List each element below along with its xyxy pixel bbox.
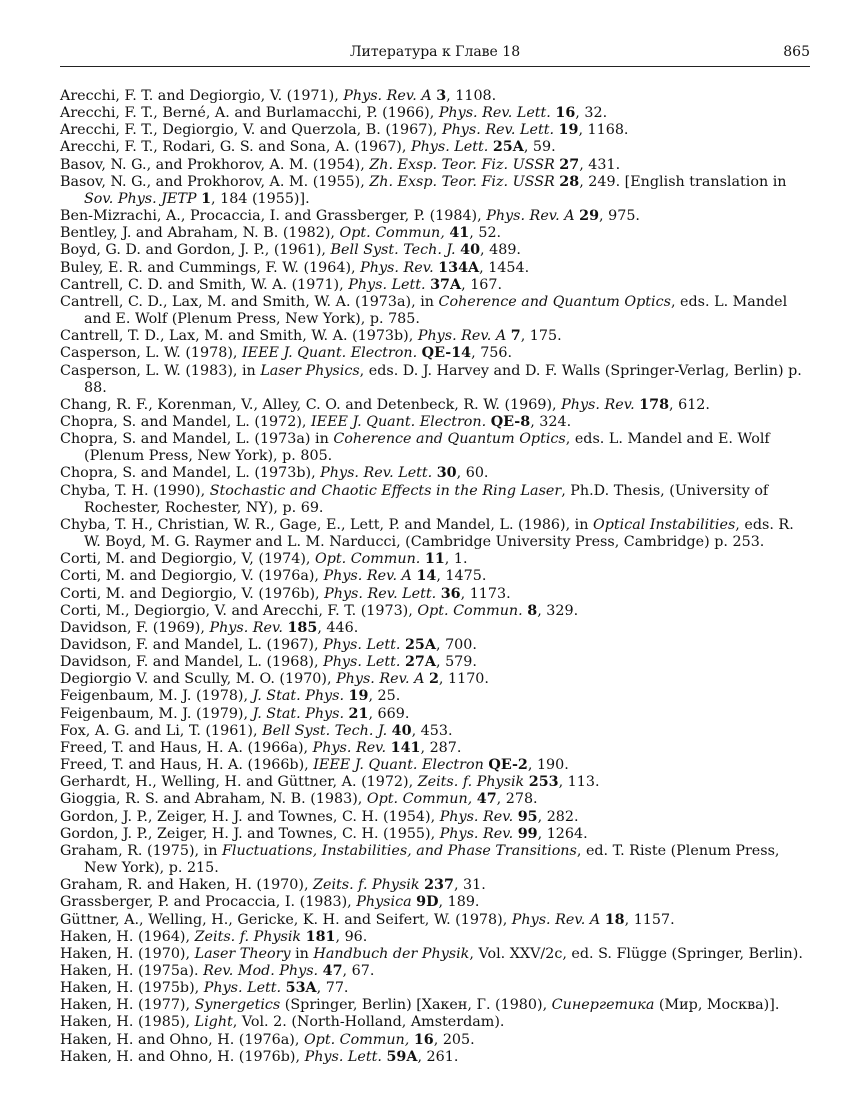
reference-text: Chang, R. F., Korenman, V., Alley, C. O. and Detenbeck, R. W. (1969), <box>60 396 562 413</box>
reference-title: Synergetics <box>194 997 281 1014</box>
reference-volume: 9D <box>416 894 439 911</box>
reference-entry <box>60 242 810 259</box>
reference-text: Casperson, L. W. (1983), in <box>60 362 261 379</box>
reference-volume: 19 <box>348 688 369 705</box>
reference-entry <box>60 603 810 620</box>
reference-entry <box>60 740 810 757</box>
reference-entry <box>60 397 810 414</box>
reference-text: Arecchi, F. T., Rodari, G. S. and Sona, A. (1967), <box>60 139 411 156</box>
reference-text: , 96. <box>335 928 368 945</box>
reference-text: , 1157. <box>624 911 675 928</box>
reference-text: Cantrell, T. D., Lax, M. and Smith, W. A. (1973b), <box>60 328 418 345</box>
reference-text: Arecchi, F. T., Berné, A. and Burlamacchi, P. (1966), <box>60 105 439 122</box>
reference-title: Phys. Rev. A <box>323 568 412 585</box>
reference-title: Stochastic and Chaotic Effects in the Ring Laser <box>209 482 562 499</box>
reference-entry <box>60 929 810 946</box>
reference-title: Phys. Lett. <box>323 654 401 671</box>
reference-text: , 1173. <box>460 585 511 602</box>
reference-text: , eds. R. W. Boyd, M. G. Raymer and L. M. Narducci, (Cambridge University Press, Cambridge) p. 253. <box>84 516 794 551</box>
reference-volume: QE-14 <box>421 345 472 362</box>
reference-title: Coherence and Quantum Optics <box>333 431 566 448</box>
reference-title: Phys. Rev. <box>209 619 283 636</box>
reference-text: Cantrell, C. D., Lax, M. and Smith, W. A. (1973a), in <box>60 293 439 310</box>
reference-title: Phys. Lett. <box>410 139 489 156</box>
reference-title: Phys. Rev. A <box>417 328 507 345</box>
reference-title: Phys. Rev. Lett. <box>441 122 554 139</box>
reference-text: (Мир, Москва)]. <box>654 997 780 1014</box>
reference-text: Arecchi, F. T., Degiorgio, V. and Querzola, B. (1967), <box>60 122 442 139</box>
reference-entry <box>60 157 810 174</box>
reference-entry <box>60 1049 810 1066</box>
reference-text: Chyba, T. H. (1990), <box>60 482 210 499</box>
reference-text: , 59. <box>523 139 556 156</box>
reference-text: Chopra, S. and Mandel, L. (1972), <box>60 413 312 430</box>
reference-entry <box>60 671 810 688</box>
reference-volume: 16 <box>555 105 576 122</box>
reference-title: Optical Instabilities <box>593 516 736 533</box>
reference-text: , 700. <box>435 637 477 653</box>
reference-title: IEEE J. Quant. Electron <box>313 757 484 774</box>
reference-text: Boyd, G. D. and Gordon, J. P., (1961), <box>60 242 331 259</box>
reference-text: , 431. <box>579 156 621 173</box>
reference-title: Opt. Commun, <box>303 1031 410 1048</box>
reference-text: , 60. <box>456 465 489 482</box>
reference-text: , 113. <box>558 774 600 791</box>
reference-volume: 27 <box>559 156 580 173</box>
reference-title: Zh. Exsp. Teor. Fiz. USSR <box>369 156 555 173</box>
reference-title: Laser Physics <box>260 362 360 379</box>
reference-title: Phys. Rev. A <box>486 208 575 225</box>
reference-text: Buley, E. R. and Cummings, F. W. (1964), <box>60 259 361 276</box>
reference-entry <box>60 946 810 963</box>
reference-text: , 189. <box>438 894 480 911</box>
reference-volume: 53A <box>285 980 317 997</box>
reference-entry <box>60 997 810 1014</box>
reference-volume: 29 <box>579 208 600 225</box>
reference-title: Opt. Commun. <box>417 602 523 619</box>
reference-volume: 59A <box>386 1048 418 1065</box>
reference-text: Haken, H. (1975b), <box>60 980 204 997</box>
reference-entry <box>60 174 810 208</box>
reference-volume: 25A <box>404 637 436 653</box>
reference-text: , 1454. <box>479 259 530 276</box>
reference-entry <box>60 483 810 517</box>
reference-volume: 30 <box>436 465 457 482</box>
reference-text: , 205. <box>433 1031 475 1048</box>
reference-text: , 278. <box>496 791 538 808</box>
header-rule <box>60 66 810 67</box>
reference-entry <box>60 791 810 808</box>
running-title: Литература к Главе 18 <box>349 44 521 60</box>
reference-entry <box>60 122 810 139</box>
reference-volume: 178 <box>639 396 670 413</box>
reference-text: Haken, H. (1964), <box>60 928 195 945</box>
reference-text: , ed. T. Riste (Plenum Press, New York), p. 215. <box>84 842 780 877</box>
reference-text: , 453. <box>411 722 453 739</box>
reference-text: , 32. <box>575 105 608 122</box>
reference-text: Davidson, F. and Mandel, L. (1968), <box>60 654 324 671</box>
reference-volume: QE-2 <box>488 757 528 774</box>
reference-text: Gordon, J. P., Zeiger, H. J. and Townes, C. H. (1955), <box>60 825 440 842</box>
reference-entry <box>60 980 810 997</box>
reference-entry <box>60 568 810 585</box>
reference-text: , 184 (1955)]. <box>211 190 310 207</box>
reference-entry <box>60 706 810 723</box>
reference-volume: 141 <box>390 739 421 756</box>
reference-text: Davidson, F. (1969), <box>60 619 210 636</box>
reference-text: , 52. <box>469 225 502 242</box>
reference-title: Синергетика <box>551 997 655 1014</box>
reference-text: , 77. <box>316 980 349 997</box>
reference-volume: 253 <box>528 774 559 791</box>
reference-text: Gerhardt, H., Welling, H. and Güttner, A. (1972), <box>60 774 418 791</box>
reference-text: Freed, T. and Haus, H. A. (1966a), <box>60 739 313 756</box>
reference-text: Basov, N. G., and Prokhorov, A. M. (1955), <box>60 173 370 190</box>
reference-volume: 3 <box>436 88 447 104</box>
reference-text: , 167. <box>461 276 503 293</box>
reference-title: Zeits. f. Physik <box>313 877 420 894</box>
reference-entry <box>60 105 810 122</box>
reference-text: Chopra, S. and Mandel, L. (1973b), <box>60 465 321 482</box>
reference-text: Fox, A. G. and Li, T. (1961), <box>60 722 263 739</box>
reference-text: Grassberger, P. and Procaccia, I. (1983), <box>60 894 357 911</box>
reference-title: Zh. Exsp. Teor. Fiz. USSR <box>369 173 555 190</box>
reference-title: Phys. Rev. A <box>511 911 601 928</box>
reference-title: Coherence and Quantum Optics <box>438 293 671 310</box>
reference-entry <box>60 551 810 568</box>
reference-text: , 1168. <box>578 122 629 139</box>
reference-text: Basov, N. G., and Prokhorov, A. M. (1954), <box>60 156 370 173</box>
reference-text: Haken, H. (1985), <box>60 1014 195 1031</box>
reference-text: , 612. <box>669 396 710 413</box>
reference-entry <box>60 654 810 671</box>
reference-volume: 181 <box>305 928 336 945</box>
reference-text: , 190. <box>527 757 569 774</box>
reference-text: Corti, M. and Degiorgio, V. (1976b), <box>60 585 325 602</box>
reference-text: Haken, H. and Ohno, H. (1976b), <box>60 1048 305 1065</box>
reference-entry <box>60 328 810 345</box>
reference-text: , 25. <box>368 688 401 705</box>
reference-entry <box>60 294 810 328</box>
reference-text: Ben-Mizrachi, A., Procaccia, I. and Grassberger, P. (1984), <box>60 208 487 225</box>
reference-title: Phys. Lett. <box>203 980 282 997</box>
reference-entry <box>60 723 810 740</box>
reference-title: Physica <box>356 894 412 911</box>
reference-text: , 446. <box>317 619 359 636</box>
reference-text: Güttner, A., Welling, H., Gericke, K. H. and Seifert, W. (1978), <box>60 911 512 928</box>
reference-volume: 11 <box>424 551 445 568</box>
reference-text: , 1475. <box>436 568 487 585</box>
reference-entry <box>60 260 810 277</box>
reference-title: Opt. Commun. <box>315 551 421 568</box>
page-number: 865 <box>783 44 810 60</box>
reference-entry <box>60 465 810 482</box>
reference-entry <box>60 208 810 225</box>
reference-title: Phys. Rev. A <box>343 88 432 104</box>
reference-volume: 8 <box>527 602 538 619</box>
reference-volume: 14 <box>416 568 437 585</box>
reference-entry <box>60 620 810 637</box>
reference-entry <box>60 843 810 877</box>
reference-title: Phys. Rev. <box>561 396 635 413</box>
reference-volume: QE-8 <box>490 413 531 430</box>
reference-text: , 287. <box>420 739 462 756</box>
page-header <box>60 42 810 64</box>
reference-title: IEEE J. Quant. Electron. <box>242 345 418 362</box>
reference-text: Feigenbaum, M. J. (1979), <box>60 705 253 722</box>
reference-entry <box>60 877 810 894</box>
reference-volume: 18 <box>604 911 625 928</box>
reference-text: (Springer, Berlin) [Хакен, Г. (1980), <box>280 997 552 1014</box>
reference-volume: 99 <box>517 825 538 842</box>
reference-text: , 261. <box>417 1048 459 1065</box>
reference-text: , 324. <box>530 413 572 430</box>
reference-entry <box>60 912 810 929</box>
reference-text: , 489. <box>480 242 521 259</box>
reference-text: Chyba, T. H., Christian, W. R., Gage, E., Lett, P. and Mandel, L. (1986), in <box>60 516 593 533</box>
reference-title: Phys. Rev. Lett. <box>320 465 433 482</box>
reference-text: Graham, R. (1975), in <box>60 842 222 859</box>
reference-entry <box>60 1032 810 1049</box>
reference-volume: 40 <box>391 722 412 739</box>
reference-text: Freed, T. and Haus, H. A. (1966b), <box>60 757 314 774</box>
reference-volume: 28 <box>559 173 580 190</box>
reference-text: Cantrell, C. D. and Smith, W. A. (1971), <box>60 276 349 293</box>
reference-text: Gioggia, R. S. and Abraham, N. B. (1983), <box>60 791 367 808</box>
reference-text: , 579. <box>435 654 477 671</box>
reference-text: Gordon, J. P., Zeiger, H. J. and Townes, C. H. (1954), <box>60 808 440 825</box>
reference-volume: 37A <box>430 276 462 293</box>
reference-volume: 237 <box>424 877 454 894</box>
reference-volume: 16 <box>413 1031 434 1048</box>
reference-title: Rev. Mod. Phys. <box>203 962 319 979</box>
reference-entry <box>60 586 810 603</box>
reference-title: Phys. Rev. Lett. <box>438 105 551 122</box>
reference-text: , 282. <box>537 808 579 825</box>
reference-text: Feigenbaum, M. J. (1978), <box>60 688 253 705</box>
reference-title: Phys. Rev. <box>439 825 514 842</box>
reference-text: in <box>290 945 314 962</box>
reference-text: Chopra, S. and Mandel, L. (1973a) in <box>60 431 334 448</box>
reference-volume: 36 <box>440 585 461 602</box>
reference-title: IEEE J. Quant. Electron. <box>311 413 487 430</box>
reference-title: Phys. Rev. <box>312 739 387 756</box>
reference-entry <box>60 431 810 465</box>
reference-entry <box>60 225 810 242</box>
reference-entry <box>60 774 810 791</box>
reference-title: Phys. Lett. <box>348 276 426 293</box>
reference-entry <box>60 894 810 911</box>
reference-text: Haken, H. (1970), <box>60 945 195 962</box>
reference-text: , 1264. <box>537 825 588 842</box>
reference-text: , 31. <box>453 877 486 894</box>
reference-text: , 1170. <box>438 671 489 688</box>
reference-entry <box>60 345 810 362</box>
reference-entry <box>60 414 810 431</box>
reference-text: Casperson, L. W. (1978), <box>60 345 242 362</box>
reference-text: , eds. D. J. Harvey and D. F. Walls (Springer-Verlag, Berlin) p. 88. <box>84 362 802 396</box>
reference-text: , 1. <box>444 551 468 568</box>
reference-volume: 2 <box>428 671 439 688</box>
reference-title: Bell Syst. Tech. J. <box>330 242 456 259</box>
reference-entry <box>60 363 810 397</box>
reference-title: Opt. Commun, <box>339 225 445 242</box>
reference-text: , Vol. 2. (North-Holland, Amsterdam). <box>232 1014 505 1031</box>
reference-volume: 95 <box>517 808 538 825</box>
reference-volume: 25A <box>492 139 524 156</box>
reference-entry <box>60 1014 810 1031</box>
reference-list <box>60 88 810 1066</box>
reference-title: Phys. Rev. <box>360 259 434 276</box>
reference-text: , 975. <box>599 208 640 225</box>
reference-title: Phys. Lett. <box>304 1048 382 1065</box>
reference-title: Phys. Rev. A <box>336 671 425 688</box>
reference-title: Phys. Rev. <box>439 808 514 825</box>
reference-entry <box>60 517 810 551</box>
reference-text: Degiorgio V. and Scully, M. O. (1970), <box>60 671 337 688</box>
reference-volume: 1 <box>201 190 212 207</box>
reference-volume: 19 <box>558 122 579 139</box>
reference-text: , 1108. <box>446 88 497 104</box>
reference-text: , eds. L. Mandel and E. Wolf (Plenum Press, New York), p. 785. <box>84 293 788 328</box>
reference-entry <box>60 757 810 774</box>
reference-text: Haken, H. (1975a). <box>60 962 204 979</box>
reference-volume: 7 <box>510 328 521 345</box>
reference-text: , eds. L. Mandel and E. Wolf (Plenum Press, New York), p. 805. <box>84 431 770 465</box>
reference-title: Zeits. f. Physik <box>194 928 302 945</box>
reference-text: Arecchi, F. T. and Degiorgio, V. (1971), <box>60 88 344 104</box>
reference-title: Zeits. f. Physik <box>417 774 525 791</box>
reference-volume: 40 <box>460 242 481 259</box>
reference-entry <box>60 88 810 105</box>
reference-text: , 67. <box>342 962 375 979</box>
reference-entry <box>60 277 810 294</box>
reference-entry <box>60 637 810 654</box>
reference-text: , 669. <box>368 705 410 722</box>
reference-volume: 134A <box>438 259 480 276</box>
reference-title: Opt. Commun, <box>366 791 473 808</box>
reference-title: Fluctuations, Instabilities, and Phase Transitions <box>221 842 577 859</box>
reference-title: Laser Theory <box>194 945 291 962</box>
reference-text: , 249. [English translation in <box>579 173 787 190</box>
reference-title: Handbuch der Physik <box>313 945 470 962</box>
reference-text: Graham, R. and Haken, H. (1970), <box>60 877 314 894</box>
reference-entry <box>60 826 810 843</box>
reference-volume: 27A <box>404 654 436 671</box>
reference-title: Sov. Phys. JETP <box>84 190 197 207</box>
reference-text: Corti, M., Degiorgio, V. and Arecchi, F. T. (1973), <box>60 602 418 619</box>
reference-title: Bell Syst. Tech. J. <box>262 722 388 739</box>
reference-text: Corti, M. and Degiorgio, V, (1974), <box>60 551 315 568</box>
reference-entry <box>60 963 810 980</box>
reference-text: Corti, M. and Degiorgio, V. (1976a), <box>60 568 324 585</box>
reference-text: Bentley, J. and Abraham, N. B. (1982), <box>60 225 340 242</box>
reference-title: Phys. Rev. Lett. <box>324 585 437 602</box>
reference-text: Haken, H. and Ohno, H. (1976a), <box>60 1031 304 1048</box>
reference-title: Phys. Lett. <box>323 637 401 653</box>
reference-volume: 47 <box>322 962 343 979</box>
reference-text: , 329. <box>537 602 579 619</box>
reference-entry <box>60 688 810 705</box>
reference-title: J. Stat. Phys. <box>252 705 344 722</box>
reference-text: , Ph.D. Thesis, (University of Rochester, Rochester, NY), p. 69. <box>84 482 769 516</box>
reference-title: J. Stat. Phys. <box>252 688 344 705</box>
reference-text: , 175. <box>520 328 562 345</box>
reference-text: , 756. <box>471 345 513 362</box>
reference-text: Haken, H. (1977), <box>60 997 195 1014</box>
reference-volume: 21 <box>348 705 369 722</box>
reference-volume: 185 <box>287 619 318 636</box>
reference-volume: 47 <box>476 791 497 808</box>
reference-text: Davidson, F. and Mandel, L. (1967), <box>60 637 324 653</box>
reference-entry <box>60 809 810 826</box>
reference-title: Light <box>194 1014 233 1031</box>
reference-entry <box>60 139 810 156</box>
reference-text: , Vol. XXV/2c, ed. S. Flügge (Springer, Berlin). <box>469 945 803 962</box>
reference-volume: 41 <box>449 225 470 242</box>
